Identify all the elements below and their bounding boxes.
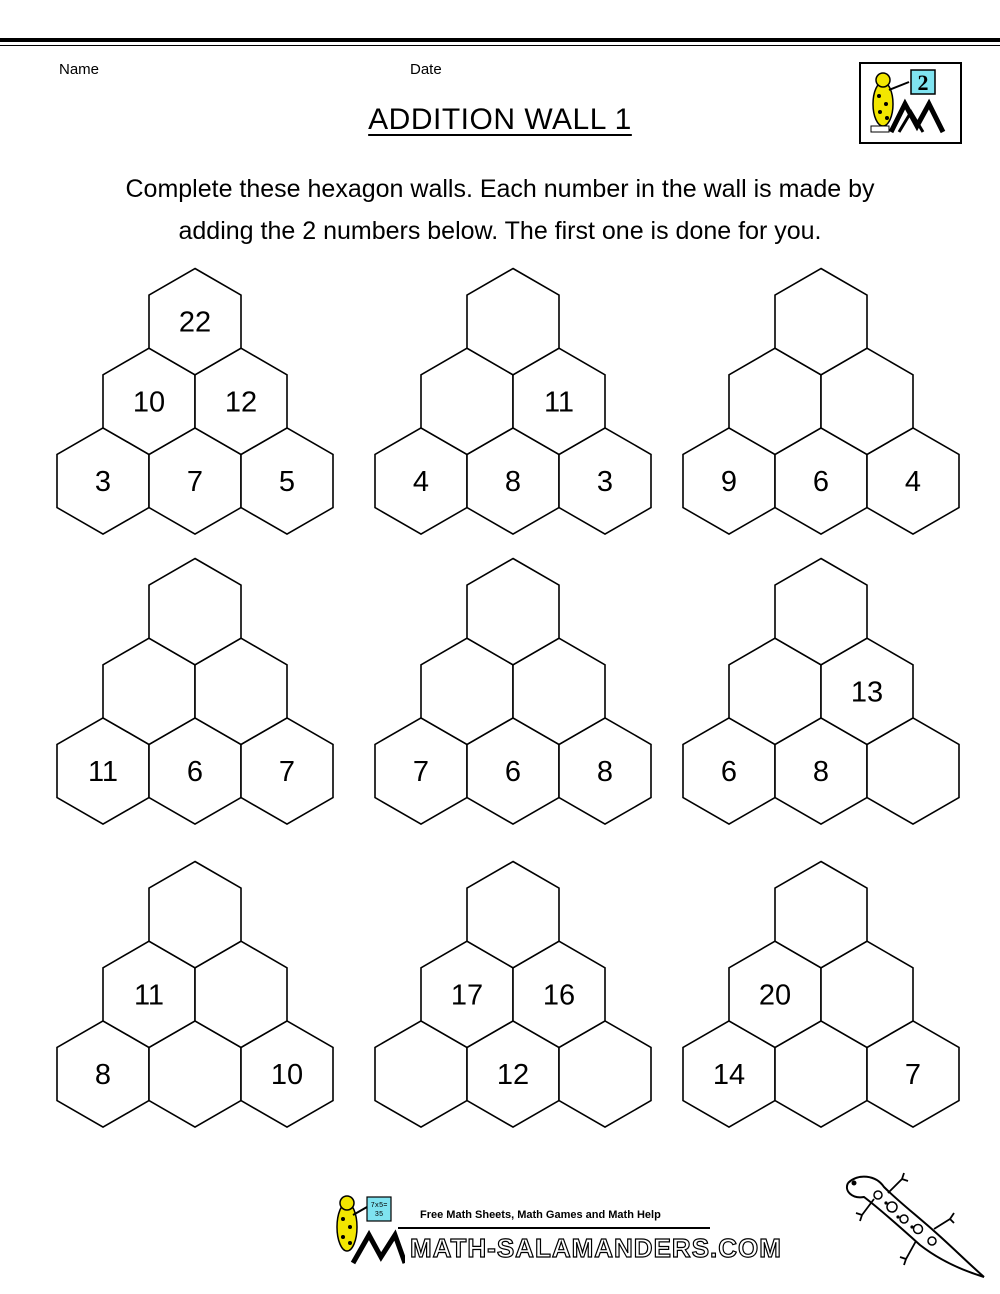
name-label: Name [59, 61, 100, 78]
instructions-line-2: adding the 2 numbers below. The first one is done for you. [178, 217, 822, 245]
wall-9-bottom-3-number: 7 [904, 1059, 922, 1091]
wall-4-bottom-2-number: 6 [186, 756, 204, 788]
svg-text:7x5=: 7x5= [370, 1202, 388, 1210]
instructions-line-1: Complete these hexagon walls. Each number in the wall is made by [125, 175, 875, 203]
wall-1-middle-1-number: 10 [132, 386, 166, 419]
wall-6-bottom-1-number: 6 [720, 756, 738, 788]
wall-3-bottom-2-number: 6 [812, 466, 830, 498]
wall-5-bottom-3-number: 8 [596, 756, 614, 788]
salamander-logo-icon [325, 1185, 405, 1265]
footer-site-name: MATH-SALAMANDERS.COM [410, 1233, 782, 1263]
wall-6-middle-2-number: 13 [850, 676, 884, 709]
salamander-drawing-icon [838, 1165, 990, 1285]
footer-tagline: Free Math Sheets, Math Games and Math Help [420, 1209, 661, 1221]
wall-1-bottom-1-number: 3 [94, 466, 112, 498]
wall-8-middle-1-number: 17 [450, 979, 484, 1012]
wall-9-bottom-1-number: 14 [712, 1059, 746, 1091]
wall-9-middle-1-number: 20 [758, 979, 792, 1012]
wall-1-middle-2-number: 12 [224, 386, 258, 419]
wall-2-bottom-3-number: 3 [596, 466, 614, 498]
wall-2-bottom-1-number: 4 [412, 466, 430, 498]
wall-8-bottom-2-number: 12 [496, 1059, 530, 1091]
worksheet-title: ADDITION WALL 1 [368, 103, 632, 136]
grade-number: 2 [917, 70, 929, 95]
svg-text:35: 35 [374, 1211, 384, 1219]
wall-7-bottom-1-number: 8 [94, 1059, 112, 1091]
wall-1-bottom-2-number: 7 [186, 466, 204, 498]
date-label: Date [410, 61, 442, 78]
wall-2-middle-2-number: 11 [543, 386, 575, 419]
footer-rule [398, 1227, 710, 1229]
wall-4-bottom-1-number: 11 [87, 756, 119, 788]
wall-7-middle-1-number: 11 [133, 979, 165, 1012]
wall-3-bottom-3-number: 4 [904, 466, 922, 498]
wall-7-bottom-3-number: 10 [270, 1059, 304, 1091]
wall-5-bottom-2-number: 6 [504, 756, 522, 788]
wall-6-bottom-2-number: 8 [812, 756, 830, 788]
wall-3-bottom-1-number: 9 [720, 466, 738, 498]
wall-8-middle-2-number: 16 [542, 979, 576, 1012]
wall-1-bottom-3-number: 5 [278, 466, 296, 498]
wall-1-top-number: 22 [178, 306, 212, 339]
wall-2-bottom-2-number: 8 [504, 466, 522, 498]
wall-4-bottom-3-number: 7 [278, 756, 296, 788]
wall-5-bottom-1-number: 7 [412, 756, 430, 788]
